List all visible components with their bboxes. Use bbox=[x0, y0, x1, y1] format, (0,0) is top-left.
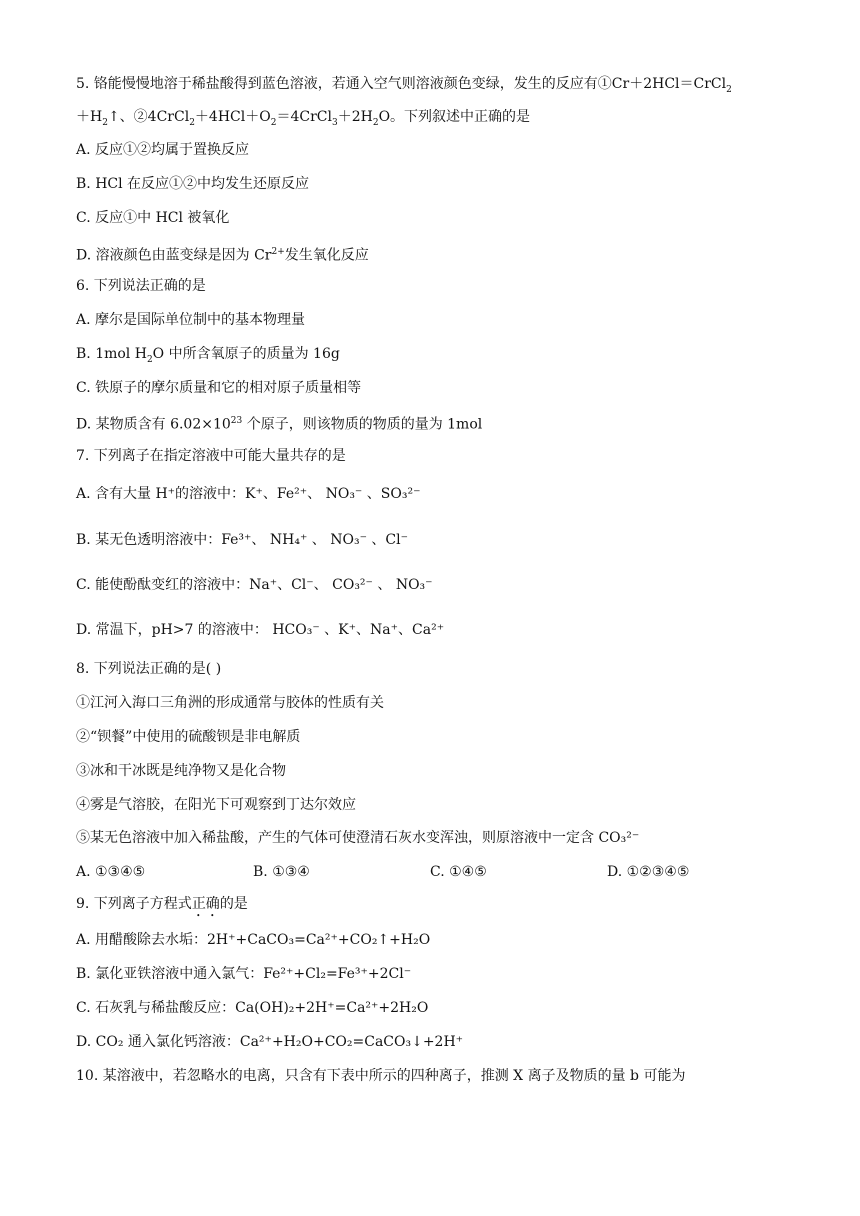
q5-stem2-a: ＋H bbox=[76, 109, 103, 125]
q5-stem2-c: ＋4HCl＋O bbox=[194, 109, 271, 125]
q9-option-a: A. 用醋酸除去水垢：2H⁺+CaCO₃=Ca²⁺+CO₂↑+H₂O bbox=[76, 932, 431, 948]
q6-option-b bbox=[76, 344, 340, 370]
q9-option-b: B. 氯化亚铁溶液中通入氯气：Fe²⁺+Cl₂=Fe³⁺+2Cl⁻ bbox=[76, 966, 412, 982]
q7-stem: 7. 下列离子在指定溶液中可能大量共存的是 bbox=[76, 448, 346, 464]
q9-stem-pre: 9. 下列离子方程式 bbox=[76, 896, 192, 912]
q6-option-d bbox=[76, 411, 482, 435]
q5-stem-line2 bbox=[76, 107, 530, 133]
q6-d-pre: D. 某物质含有 6.02×10 bbox=[76, 416, 231, 433]
q5-stem2-sub4: 3 bbox=[331, 117, 338, 128]
q6-b-post: O 中所含氧原子的质量为 16g bbox=[152, 346, 340, 362]
q9-stem-post: 的是 bbox=[219, 896, 248, 912]
q5-stem2-sub3: 2 bbox=[270, 117, 277, 128]
q6-d-post: 个原子，则该物质的物质的量为 1mol bbox=[242, 416, 483, 433]
q6-stem: 6. 下列说法正确的是 bbox=[76, 278, 206, 294]
q5-stem2-f: O。下列叙述中正确的是 bbox=[378, 109, 531, 125]
q7-option-c: C. 能使酚酞变红的溶液中：Na⁺、Cl⁻、 CO₃²⁻ 、 NO₃⁻ bbox=[76, 577, 433, 593]
q7-option-b: B. 某无色透明溶液中：Fe³⁺、 NH₄⁺ 、 NO₃⁻ 、Cl⁻ bbox=[76, 532, 408, 548]
q6-b-pre: B. 1mol H bbox=[76, 346, 147, 362]
q8-statement-4: ④雾是气溶胶，在阳光下可观察到丁达尔效应 bbox=[76, 797, 356, 813]
q8-stem: 8. 下列说法正确的是( ) bbox=[76, 661, 222, 677]
q6-b-sub: 2 bbox=[146, 354, 153, 365]
q5-option-b: B. HCl 在反应①②中均发生还原反应 bbox=[76, 176, 310, 192]
q5-stem2-sub2: 2 bbox=[189, 117, 195, 128]
q9-stem-emphasis: 正确 bbox=[191, 896, 220, 912]
q5-d-pre: D. 溶液颜色由蓝变绿是因为 Cr bbox=[76, 247, 272, 264]
q9-option-d: D. CO₂ 通入氯化钙溶液：Ca²⁺+H₂O+CO₂=CaCO₃↓+2H⁺ bbox=[76, 1034, 464, 1050]
q8-option-d: D. ①②③④⑤ bbox=[607, 864, 690, 880]
q8-option-a: A. ①③④⑤ bbox=[76, 864, 146, 880]
q6-d-sup: 23 bbox=[230, 416, 243, 426]
q8-option-b: B. ①③④ bbox=[253, 864, 310, 880]
q5-d-sup: 2+ bbox=[271, 247, 285, 257]
q5-option-d bbox=[76, 242, 369, 266]
q5-stem2-d: ＝4CrCl bbox=[276, 109, 332, 125]
q8-statement-3: ③冰和干冰既是纯净物又是化合物 bbox=[76, 763, 286, 779]
q6-option-c: C. 铁原子的摩尔质量和它的相对原子质量相等 bbox=[76, 380, 362, 396]
q5-stem2-sub5: 2 bbox=[372, 117, 379, 128]
q5-stem2-b: ↑、②4CrCl bbox=[107, 109, 190, 125]
q9-option-c: C. 石灰乳与稀盐酸反应：Ca(OH)₂+2H⁺=Ca²⁺+2H₂O bbox=[76, 1000, 429, 1016]
q5-option-c: C. 反应①中 HCl 被氧化 bbox=[76, 210, 230, 226]
q5-stem2-sub1: 2 bbox=[102, 117, 108, 128]
q7-option-d: D. 常温下，pH>7 的溶液中： HCO₃⁻ 、K⁺、Na⁺、Ca²⁺ bbox=[76, 622, 445, 638]
q9-stem bbox=[76, 894, 248, 920]
q10-stem: 10. 某溶液中，若忽略水的电离，只含有下表中所示的四种离子，推测 X 离子及物质的量 b 可能为 bbox=[76, 1068, 686, 1084]
q6-option-a: A. 摩尔是国际单位制中的基本物理量 bbox=[76, 312, 306, 328]
q5-d-post: 发生氧化反应 bbox=[284, 247, 369, 264]
q5-stem-sub: 2 bbox=[726, 84, 732, 95]
q7-option-a: A. 含有大量 H⁺的溶液中：K⁺、Fe²⁺、 NO₃⁻ 、SO₃²⁻ bbox=[76, 486, 421, 502]
q8-statement-5: ⑤某无色溶液中加入稀盐酸，产生的气体可使澄清石灰水变浑浊，则原溶液中一定含 CO₃²⁻ bbox=[76, 830, 640, 846]
q8-statement-1: ①江河入海口三角洲的形成通常与胶体的性质有关 bbox=[76, 695, 384, 711]
q5-stem2-e: ＋2H bbox=[337, 109, 373, 125]
q8-option-c: C. ①④⑤ bbox=[430, 864, 487, 880]
q5-stem-text1: 5. 铬能慢慢地溶于稀盐酸得到蓝色溶液，若通入空气则溶液颜色变绿，发生的反应有①Cr＋2HCl＝CrCl bbox=[76, 76, 727, 92]
q8-statement-2: ②“钡餐”中使用的硫酸钡是非电解质 bbox=[76, 729, 301, 745]
q5-option-a: A. 反应①②均属于置换反应 bbox=[76, 142, 250, 158]
q5-stem-line1 bbox=[76, 74, 732, 100]
